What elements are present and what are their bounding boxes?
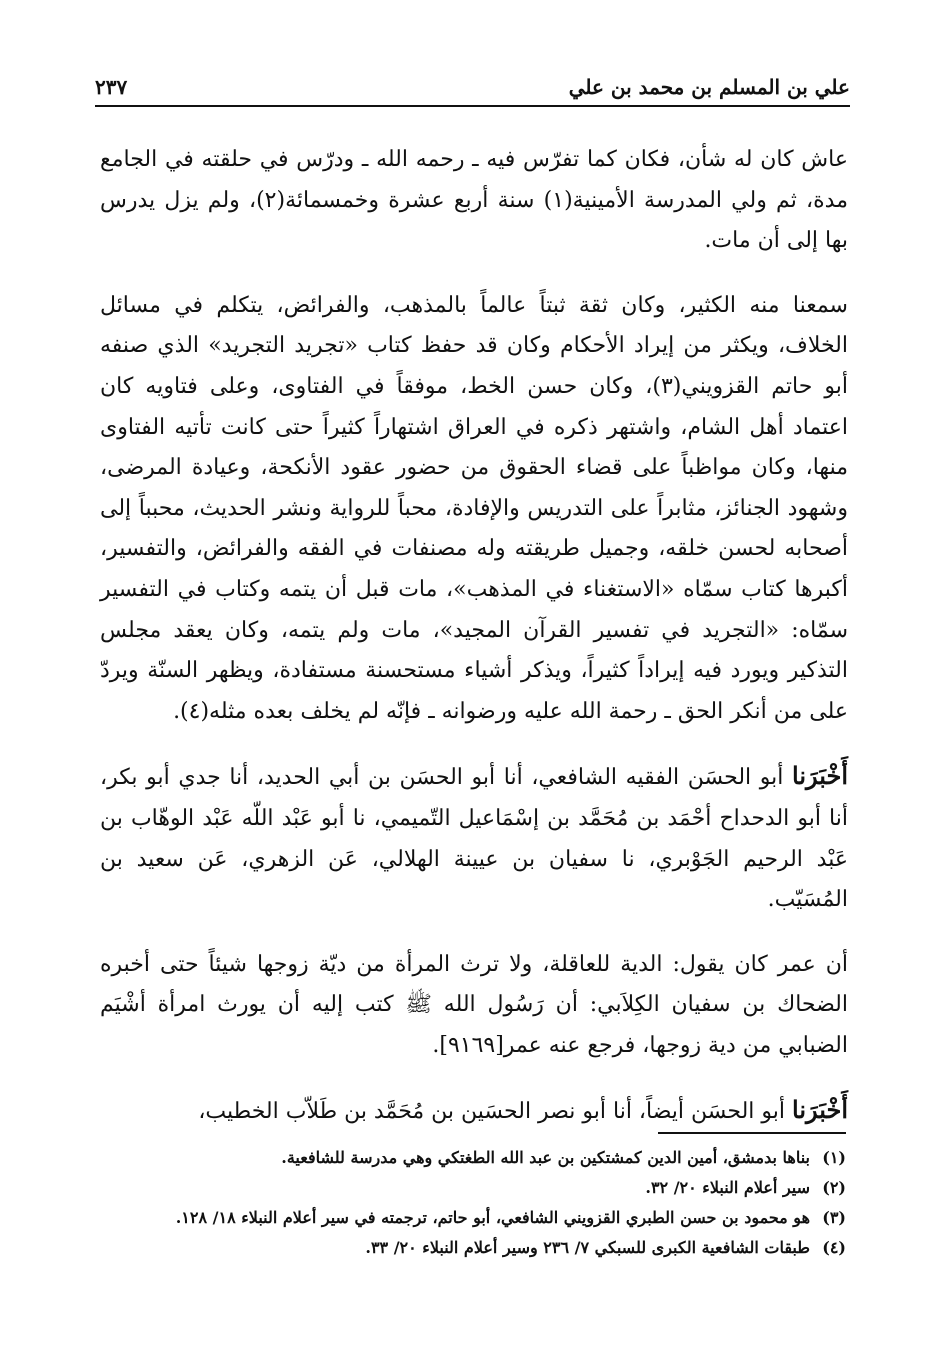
isnad-keyword: أَخْبَرَنا <box>792 1095 848 1125</box>
footnote-number: (١) <box>822 1148 846 1167</box>
isnad-text: أبو الحسَن الفقيه الشافعي، أنا أبو الحسَن بن أبي الحديد، أنا جدي أبو بكر، أنا أبو الدحداح أحْمَد بن مُحَمَّد بن إسْمَاعيل التّميمي، نا أبو عَبْد اللّه عَبْد الوهّاب بن عَبْد الرحيم الجَوْبري، نا سفيان بن عيينة الهلالي، عَن الزهري، عَن سعيد بن المُسَيّب. <box>100 765 848 913</box>
footnote-item <box>126 1203 846 1233</box>
isnad-keyword: أَخْبَرَنا <box>792 761 848 791</box>
footnote-number: (٢) <box>822 1178 846 1197</box>
hadith-paragraph: أن عمر كان يقول: الدية للعاقلة، ولا ترث المرأة من ديّة زوجها شيئاً حتى أخبره الضحاك بن سفيان الكِلاَبي: أن رَسُول الله ﷺ كتب إليه أن يورث امرأة أشْيَم الضبابي من دية زوجها، فرجع عنه عمر[٩١٦٩]. <box>100 951 848 1058</box>
footnote-item <box>126 1173 846 1203</box>
footnote-item <box>126 1143 846 1173</box>
footnote-text: سير أعلام النبلاء ٢٠/ ٣٢. <box>645 1178 810 1197</box>
isnad-paragraph-1 <box>100 756 848 920</box>
footnote-text: هو محمود بن حسن الطبري القزويني الشافعي، أبو حاتم، ترجمته في سير أعلام النبلاء ١٨/ ١٢٨. <box>175 1208 810 1227</box>
page-number: ٢٣٧ <box>95 75 128 99</box>
footnote-divider <box>658 1132 846 1134</box>
footnote-number: (٤) <box>822 1238 846 1257</box>
main-text <box>100 140 848 1149</box>
running-title: علي بن المسلم بن محمد بن علي <box>568 75 850 99</box>
isnad-text: أبو الحسَن أيضاً، أنا أبو نصر الحسَين بن مُحَمَّد بن طَلاّب الخطيب، <box>198 1099 793 1125</box>
paragraph-2: سمعنا منه الكثير، وكان ثقة ثبتاً عالماً بالمذهب، والفرائض، يتكلم في مسائل الخلاف، ويكثر من إيراد الأحكام وكان قد حفظ كتاب «تجريد التجريد» الذي صنفه أبو حاتم القزويني(٣)، وكان حسن الخط، موفقاً في الفتاوى، وعلى فتاويه كان اعتماد أهل الشام، واشتهر ذكره في العراق اشتهاراً كثيراً حتى كانت تأتيه الفتاوى منها، وكان مواظباً على قضاء الحقوق من حضور عقود الأنكحة، وعيادة المرضى، وشهود الجنائز، مثابراً على التدريس والإفادة، محباً للرواية ونشر الحديث، محبباً إلى أصحابه لحسن خلقه، وجميل طريقته وله مصنفات في الفقه والفرائض، والتفسير، أكبرها كتاب سمّاه «الاستغناء في المذهب»، مات قبل أن يتمه وكتاب في التفسير سمّاه: «التجريد في تفسير القرآن المجيد»، مات ولم يتمه، وكان يعقد مجلس التذكير ويورد فيه إيراداً كثيراً، ويذكر أشياء مستحسنة مستفادة، ويظهر السنّة ويردّ على من أنكر الحق ـ رحمة الله عليه ورضوانه ـ فإنّه لم يخلف بعده مثله(٤). <box>100 292 848 724</box>
paragraph-1: عاش كان له شأن، فكان كما تفرّس فيه ـ رحمه الله ـ ودرّس في حلقته في الجامع مدة، ثم ولي المدرسة الأمينية(١) سنة أربع عشرة وخمسمائة(٢)، ولم يزل يدرس بها إلى أن مات. <box>100 147 848 254</box>
footnote-item <box>126 1233 846 1263</box>
footnote-number: (٣) <box>822 1208 846 1227</box>
footnote-text: بناها بدمشق، أمين الدين كمشتكين بن عبد الله الطغتكي وهي مدرسة للشافعية. <box>281 1148 810 1167</box>
footnote-text: طبقات الشافعية الكبرى للسبكي ٧/ ٢٣٦ وسير أعلام النبلاء ٢٠/ ٣٣. <box>365 1238 810 1257</box>
isnad-paragraph-2 <box>100 1090 848 1133</box>
page-header <box>95 55 850 107</box>
footnotes <box>126 1143 846 1263</box>
